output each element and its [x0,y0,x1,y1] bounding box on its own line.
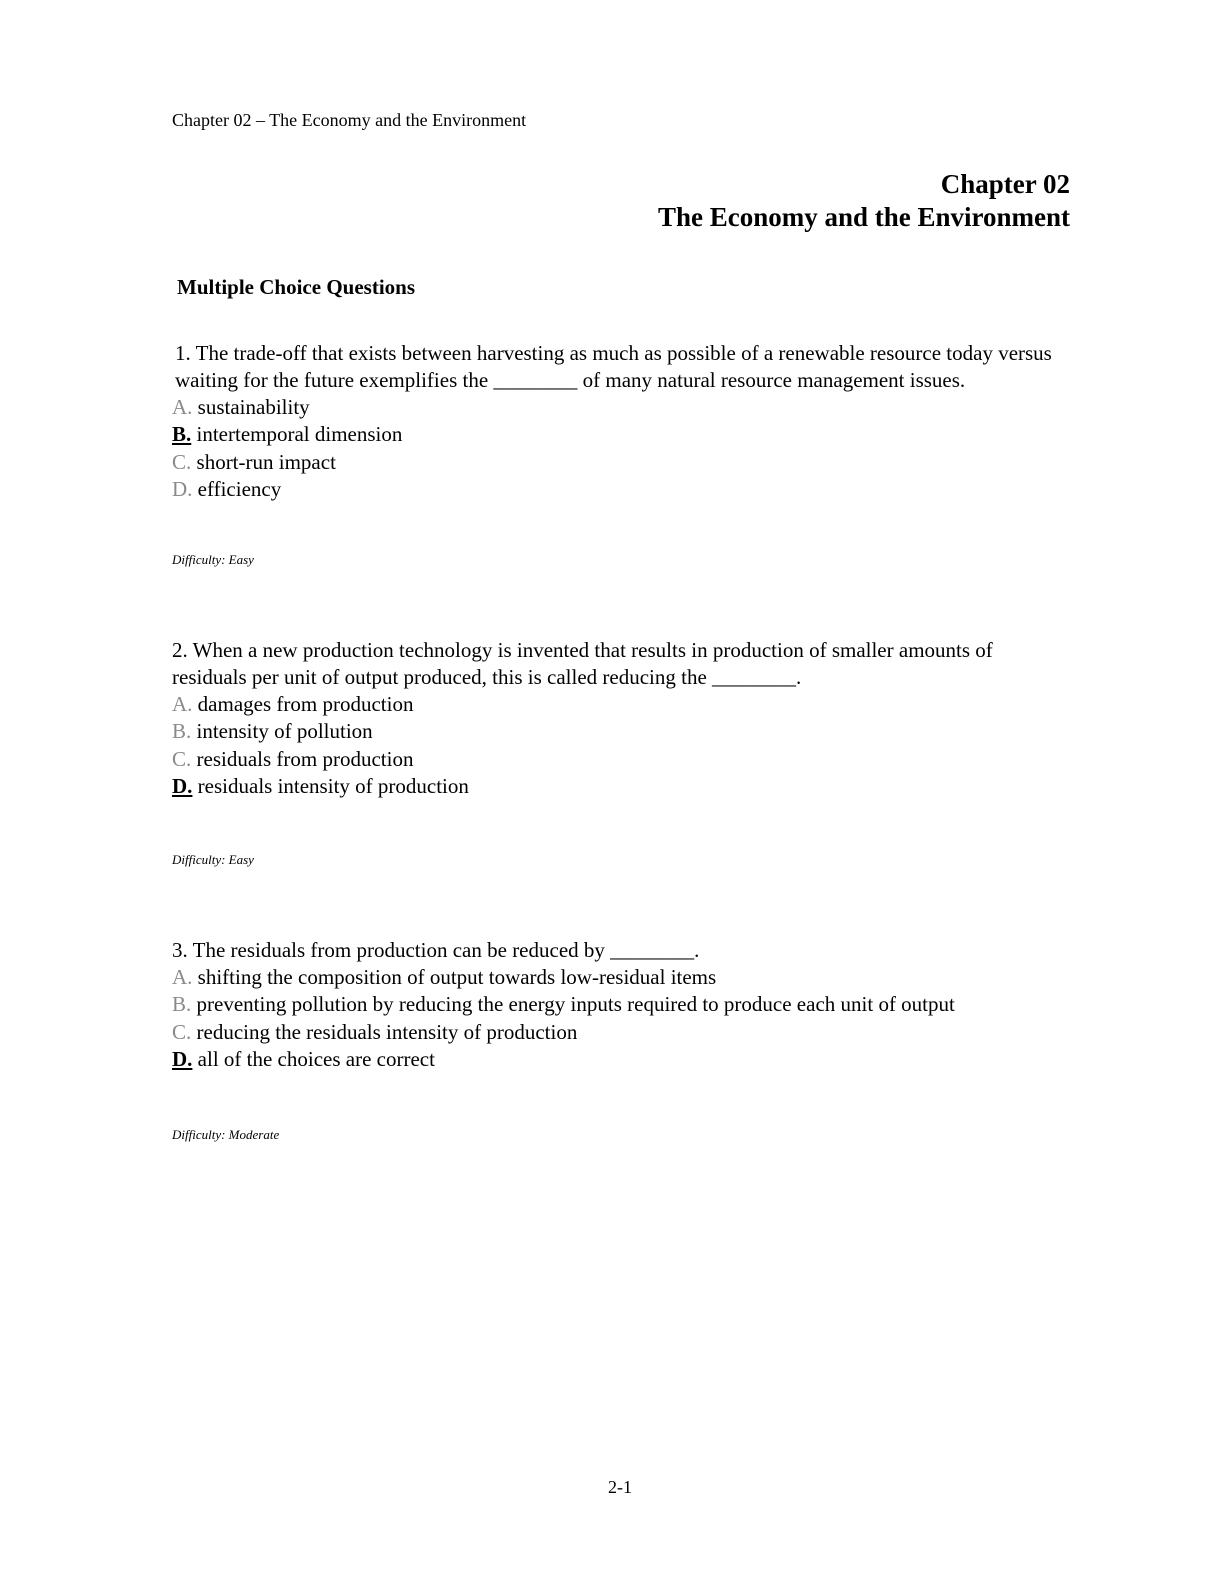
running-header: Chapter 02 – The Economy and the Environment [172,110,527,130]
question-text: The residuals from production can be reduced by ________. [192,938,700,962]
option-a [172,964,1072,991]
option-text: preventing pollution by reducing the energy inputs required to produce each unit of output [196,992,955,1017]
question-stem [172,340,1072,394]
option-d [172,476,1072,503]
option-letter-correct: D. [172,1046,193,1071]
option-d-correct [172,773,1072,800]
option-text: residuals from production [196,746,414,771]
option-text: intertemporal dimension [196,422,403,447]
question-2 [172,637,1072,867]
option-text: shifting the composition of output towards low-residual items [197,965,717,989]
question-stem [172,637,1072,691]
option-text: sustainability [197,395,310,419]
chapter-title [658,168,1070,234]
option-a [172,691,1072,718]
option-text: efficiency [197,476,282,501]
question-stem [172,937,1072,964]
option-text: residuals intensity of production [197,773,469,798]
option-letter: A. [172,395,193,419]
option-b [172,991,1072,1018]
question-1 [172,340,1072,567]
difficulty-label: Difficulty: Moderate [172,1127,280,1142]
option-text: all of the choices are correct [197,1046,435,1071]
option-c [172,746,1072,773]
option-letter: B. [172,992,192,1017]
option-d-correct [172,1046,1072,1073]
option-letter: C. [172,449,192,474]
option-b-correct [172,421,1072,448]
difficulty-label: Difficulty: Easy [172,552,254,567]
option-c [172,449,1072,476]
option-letter: D. [172,476,193,501]
option-b [172,718,1072,745]
option-letter-correct: B. [172,422,192,447]
chapter-number: Chapter 02 [940,169,1070,199]
option-text: intensity of pollution [196,719,373,744]
option-letter: A. [172,692,193,716]
option-letter: C. [172,1019,192,1044]
option-letter: A. [172,965,193,989]
option-a [172,394,1072,421]
option-text: damages from production [197,692,414,716]
option-letter-correct: D. [172,773,193,798]
section-heading: Multiple Choice Questions [177,275,416,299]
option-letter: C. [172,746,192,771]
chapter-name: The Economy and the Environment [657,202,1070,232]
question-text: When a new production technology is invented that results in production of smaller amounts of residuals per unit of output produced, this is called reducing the ________. [172,638,993,689]
page-number: 2-1 [608,1477,632,1497]
question-number: 1. [175,341,191,365]
question-number: 2. [172,638,188,662]
difficulty-label: Difficulty: Easy [172,852,254,867]
question-3 [172,937,1072,1142]
option-text: reducing the residuals intensity of production [196,1019,578,1044]
question-number: 3. [172,938,188,962]
question-text: The trade-off that exists between harvesting as much as possible of a renewable resource today versus waiting for the future exemplifies the ________ of many natural resource management issues. [175,341,1052,392]
option-text: short-run impact [196,449,336,474]
option-letter: B. [172,719,192,744]
option-c [172,1019,1072,1046]
